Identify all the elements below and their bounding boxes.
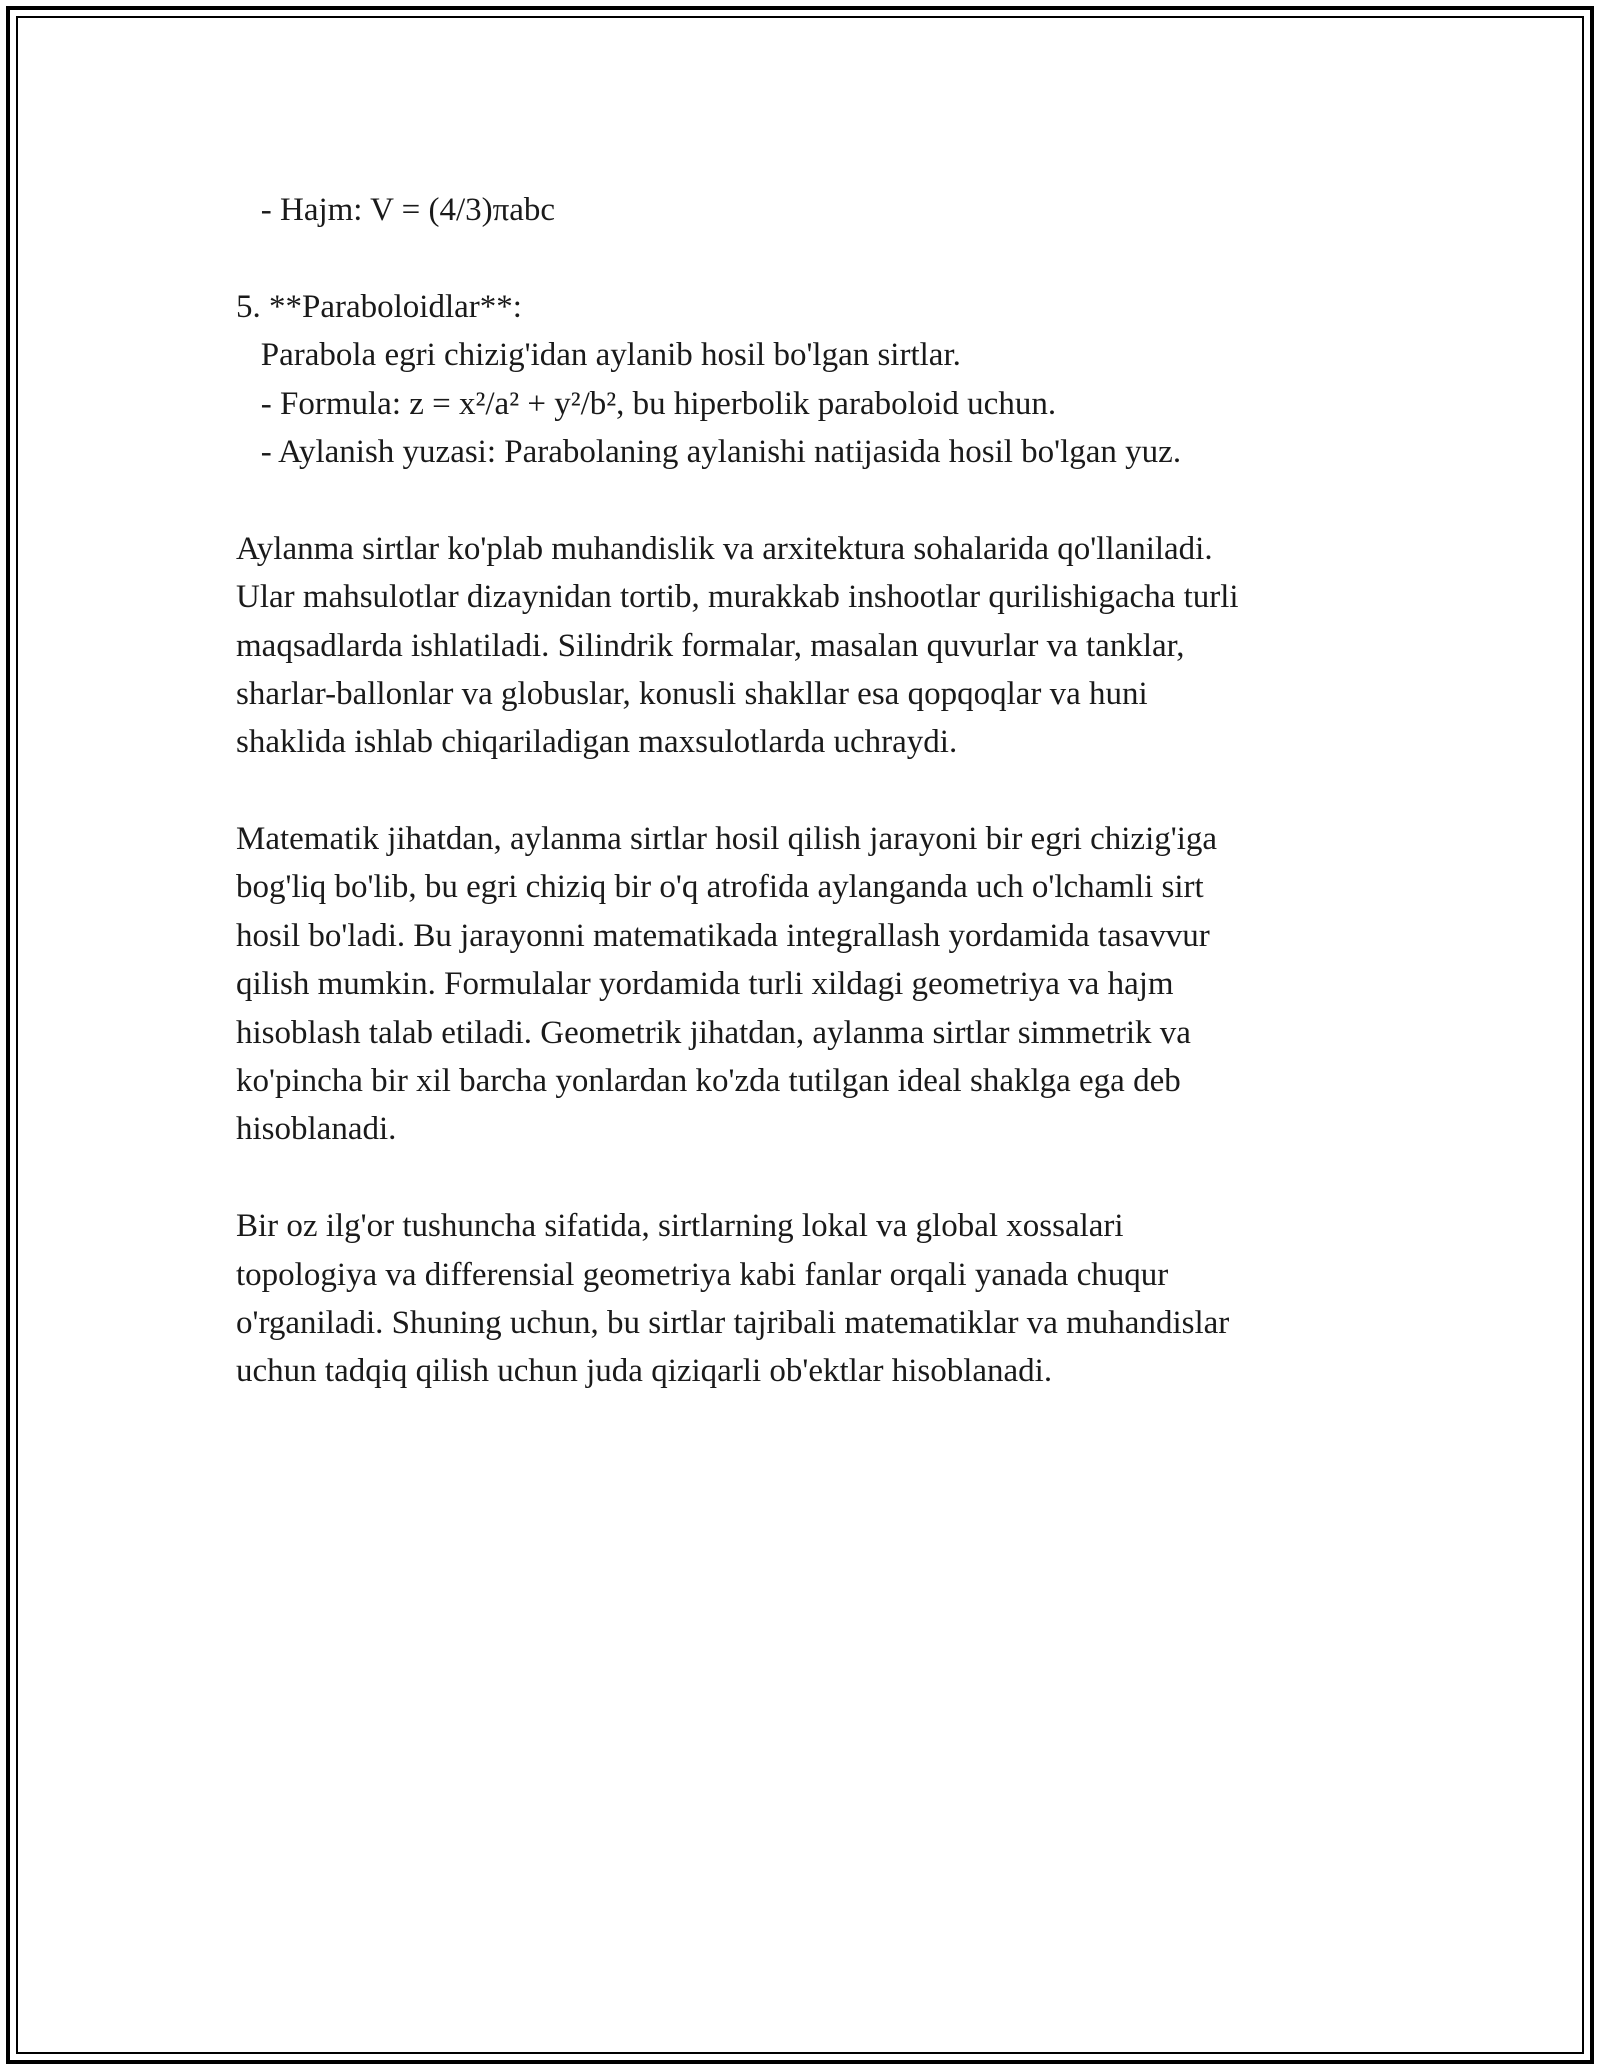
spacer — [236, 476, 1376, 524]
paragraph-line: Bir oz ilg'or tushuncha sifatida, sirtlarning lokal va global xossalari — [236, 1208, 1124, 1245]
paragraph-line: Matematik jihatdan, aylanma sirtlar hosil qilish jarayoni bir egri chizig'iga — [236, 821, 1218, 858]
paragraph-line: o'rganiladi. Shuning uchun, bu sirtlar tajribali matematiklar va muhandislar — [236, 1304, 1230, 1341]
paragraph-line: topologiya va differensial geometriya kabi fanlar orqali yanada chuqur — [236, 1256, 1169, 1293]
surface-line: - Aylanish yuzasi: Parabolaning aylanishi natijasida hosil bo'lgan yuz. — [236, 433, 1182, 470]
paragraph-line: Ular mahsulotlar dizaynidan tortib, murakkab inshootlar qurilishigacha turli — [236, 579, 1239, 616]
formula-line: - Formula: z = x²/a² + y²/b², bu hiperbolik paraboloid uchun. — [236, 385, 1057, 422]
paragraph-line: hosil bo'ladi. Bu jarayonni matematikada integrallash yordamida tasavvur — [236, 917, 1210, 954]
paragraph-line: ko'pincha bir xil barcha yonlardan ko'zda tutilgan ideal shaklga ega deb — [236, 1063, 1181, 1100]
spacer — [236, 1154, 1376, 1202]
paragraph-advanced — [236, 1202, 1376, 1396]
spacer — [236, 767, 1376, 815]
paragraph-mathematics — [236, 815, 1376, 1154]
paragraph-line: shaklida ishlab chiqariladigan maxsulotlarda uchraydi. — [236, 724, 958, 761]
paragraph-line: hisoblanadi. — [236, 1111, 397, 1148]
paragraph-applications — [236, 525, 1376, 767]
paragraph-line: sharlar-ballonlar va globuslar, konusli shakllar esa qopqoqlar va huni — [236, 675, 1148, 712]
section-paraboloids — [236, 283, 1376, 477]
paragraph-line: qilish mumkin. Formulalar yordamida turli xildagi geometriya va hajm — [236, 966, 1174, 1003]
section-heading: 5. **Paraboloidlar**: — [236, 288, 522, 325]
paragraph-line: hisoblash talab etiladi. Geometrik jihatdan, aylanma sirtlar simmetrik va — [236, 1014, 1191, 1051]
section-line: Parabola egri chizig'idan aylanib hosil bo'lgan sirtlar. — [236, 337, 961, 374]
paragraph-line: bog'liq bo'lib, bu egri chiziq bir o'q atrofida aylanganda uch o'lchamli sirt — [236, 869, 1204, 906]
volume-formula-line: - Hajm: V = (4/3)πabc — [236, 192, 556, 228]
spacer — [236, 234, 1376, 282]
document-body — [236, 186, 1376, 1396]
paragraph-line: uchun tadqiq qilish uchun juda qiziqarli ob'ektlar hisoblanadi. — [236, 1353, 1053, 1390]
paragraph-line: Aylanma sirtlar ko'plab muhandislik va arxitektura sohalarida qo'llaniladi. — [236, 530, 1213, 567]
paragraph-line: maqsadlarda ishlatiladi. Silindrik formalar, masalan quvurlar va tanklar, — [236, 627, 1185, 664]
